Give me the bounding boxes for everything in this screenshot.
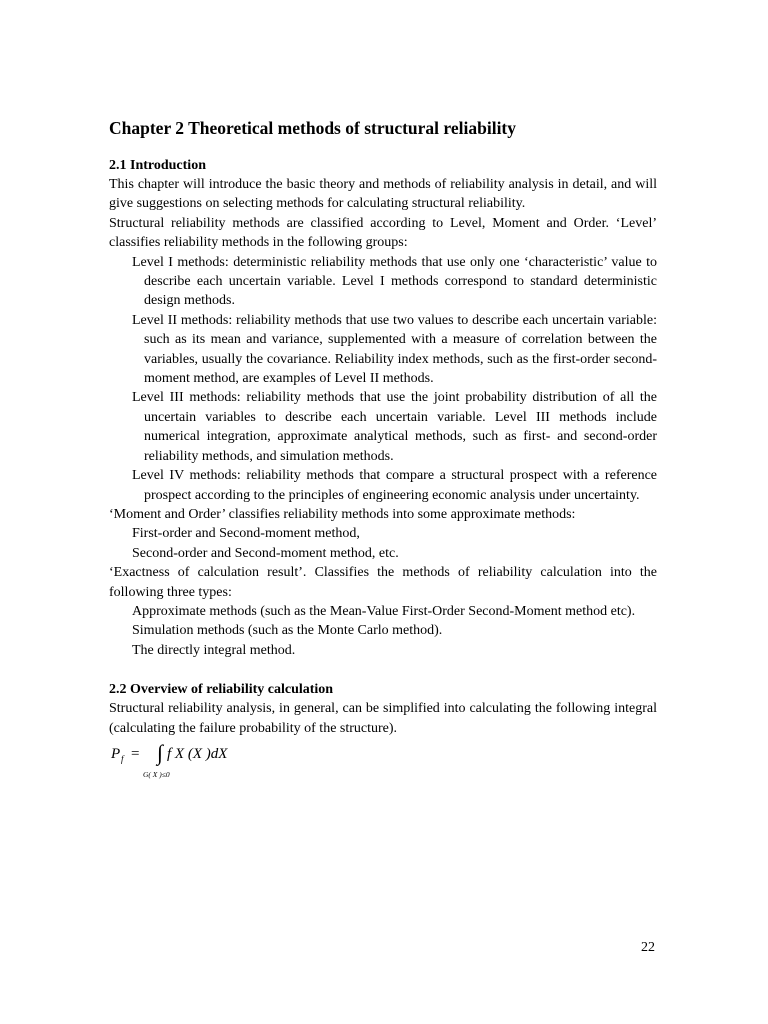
- list-item: Simulation methods (such as the Monte Carlo method).: [132, 623, 443, 639]
- paragraph: ‘Exactness of calculation result’. Classifies the methods of reliability calculation into the following three types:: [109, 565, 657, 600]
- section-heading-overview: 2.2 Overview of reliability calculation: [109, 682, 334, 698]
- page-number: 22: [641, 940, 655, 955]
- list-item: Second-order and Second-moment method, etc.: [132, 545, 399, 561]
- formula-lhs-subscript: f: [121, 753, 124, 764]
- integral-limit: G( X )≤0: [143, 769, 170, 779]
- paragraph: ‘Moment and Order’ classifies reliability methods into some approximate methods:: [109, 506, 576, 522]
- level-item: Level III methods: reliability methods that use the joint probability distribution of all the uncertain variables to describe each uncertain variable. Level III methods include numerical integration, approximate analytical methods, such as first- and second-order reliability methods, and simulation methods.: [132, 390, 657, 464]
- formula-integrand: f X (X )dX: [167, 745, 228, 762]
- integral-sign: ∫: [157, 739, 164, 765]
- paragraph: Structural reliability methods are classified according to Level, Moment and Order. ‘Level’ classifies reliability methods in the following groups:: [109, 215, 657, 251]
- list-item: First-order and Second-moment method,: [132, 526, 360, 542]
- formula-equals: =: [131, 745, 140, 762]
- list-item: The directly integral method.: [132, 642, 296, 658]
- chapter-title: Chapter 2 Theoretical methods of structural reliability: [109, 118, 517, 138]
- section-heading-introduction: 2.1 Introduction: [109, 158, 206, 173]
- level-item: Level IV methods: reliability methods that compare a structural prospect with a reference prospect according to the principles of engineering economic analysis under uncertainty.: [132, 468, 657, 503]
- paragraph: This chapter will introduce the basic theory and methods of reliability analysis in detail, and will give suggestions on selecting methods for calculating structural reliability.: [109, 177, 657, 212]
- level-item: Level II methods: reliability methods that use two values to describe each uncertain variable: such as its mean and variance, supplemented with a measure of correlation between the variables, usually the covariance. Reliability index methods, such as the first-order second-moment method, are examples of Level II methods.: [132, 312, 657, 387]
- page-content: [109, 117, 657, 784]
- paragraph: Structural reliability analysis, in general, can be simplified into calculating the following integral (calculating the failure probability of the structure).: [109, 701, 657, 736]
- level-item: Level I methods: deterministic reliability methods that use only one ‘characteristic’ value to describe each uncertain variable. Level I methods correspond to standard deterministic design methods.: [132, 254, 657, 309]
- list-item: Approximate methods (such as the Mean-Value First-Order Second-Moment method etc).: [132, 603, 636, 619]
- failure-probability-formula: [109, 739, 657, 784]
- formula-lhs: P: [111, 745, 121, 762]
